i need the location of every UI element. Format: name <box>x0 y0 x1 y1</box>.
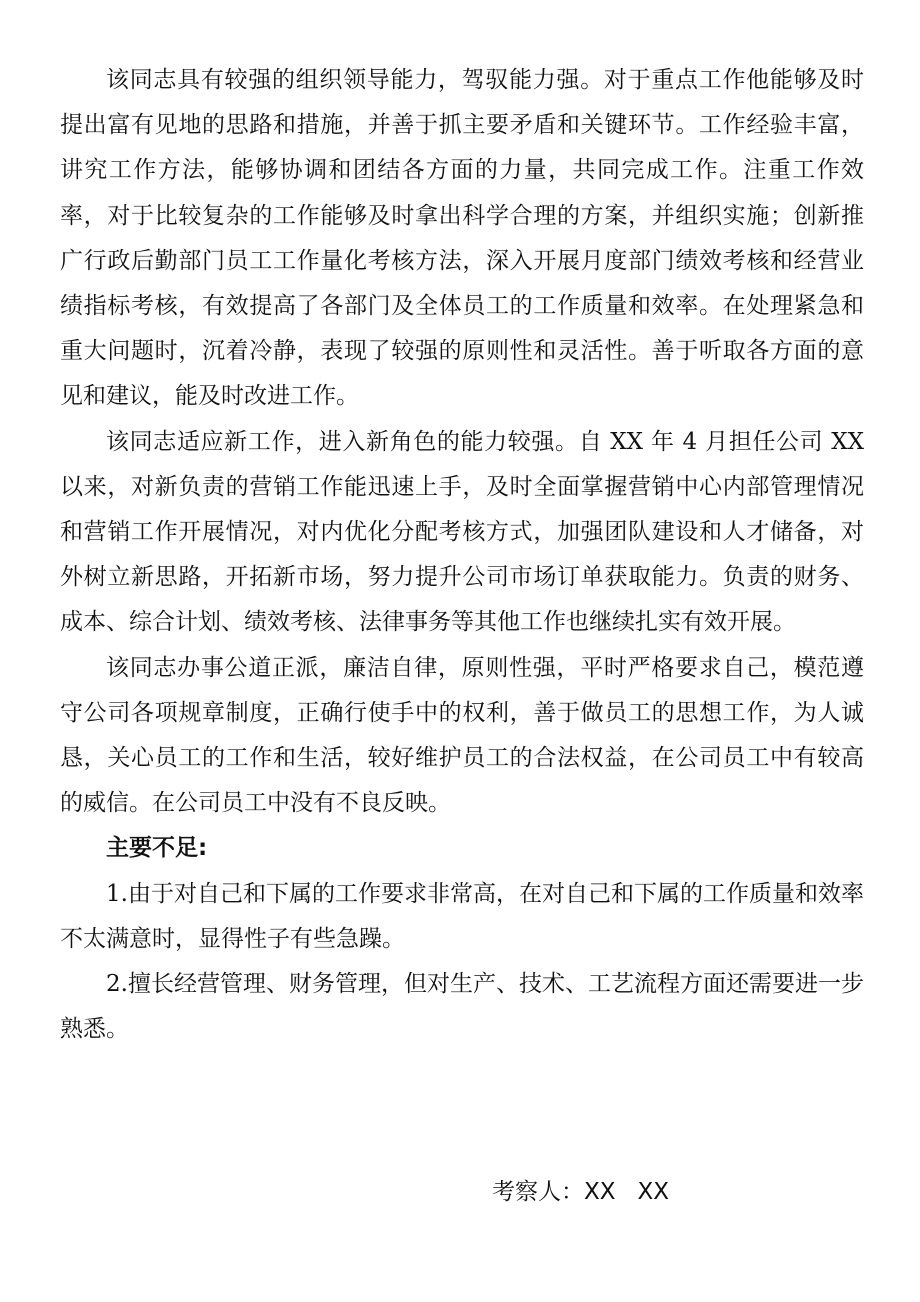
shortcomings-heading: 主要不足: <box>106 835 208 862</box>
paragraph-integrity: 该同志办事公道正派，廉洁自律，原则性强，平时严格要求自己，模范遵守公司各项规章制度，正确行使手中的权利，善于做员工的思想工作，为人诚恳，关心员工的工作和生活，较好维护员工的合法权益，在公司员工中有较高的威信。在公司员工中没有不良反映。 <box>60 654 864 817</box>
shortcoming-item-2: 2.擅长经营管理、财务管理，但对生产、技术、工艺流程方面还需要进一步熟悉。 <box>60 971 864 1043</box>
paragraph-adaptability: 该同志适应新工作，进入新角色的能力较强。自 XX 年 4 月担任公司 XX 以来，对新负责的营销工作能迅速上手，及时全面掌握营销中心内部管理情况和营销工作开展情况，对内优化分配考核方式，加强团队建设和人才储备，对外树立新思路，开拓新市场，努力提升公司市场订单获取能力。负责的财务、成本、综合计划、绩效考核、法律事务等其他工作也继续扎实有效开展。 <box>60 428 864 636</box>
signature-label: 考察人： <box>492 1179 584 1205</box>
shortcoming-item-1: 1.由于对自己和下属的工作要求非常高，在对自己和下属的工作质量和效率不太满意时，显得性子有些急躁。 <box>60 880 864 952</box>
paragraph-leadership: 该同志具有较强的组织领导能力，驾驭能力强。对于重点工作他能够及时提出富有见地的思路和措施，并善于抓主要矛盾和关键环节。工作经验丰富，讲究工作方法，能够协调和团结各方面的力量，共同完成工作。注重工作效率，对于比较复杂的工作能够及时拿出科学合理的方案，并组织实施；创新推广行政后勤部门员工工作量化考核方法，深入开展月度部门绩效考核和经营业绩指标考核，有效提高了各部门及全体员工的工作质量和效率。在处理紧急和重大问题时，沉着冷静，表现了较强的原则性和灵活性。善于听取各方面的意见和建议，能及时改进工作。 <box>60 67 864 410</box>
signature-name: XX XX <box>584 1179 669 1205</box>
signature-line <box>492 1170 669 1215</box>
evaluation-document <box>60 58 864 1052</box>
